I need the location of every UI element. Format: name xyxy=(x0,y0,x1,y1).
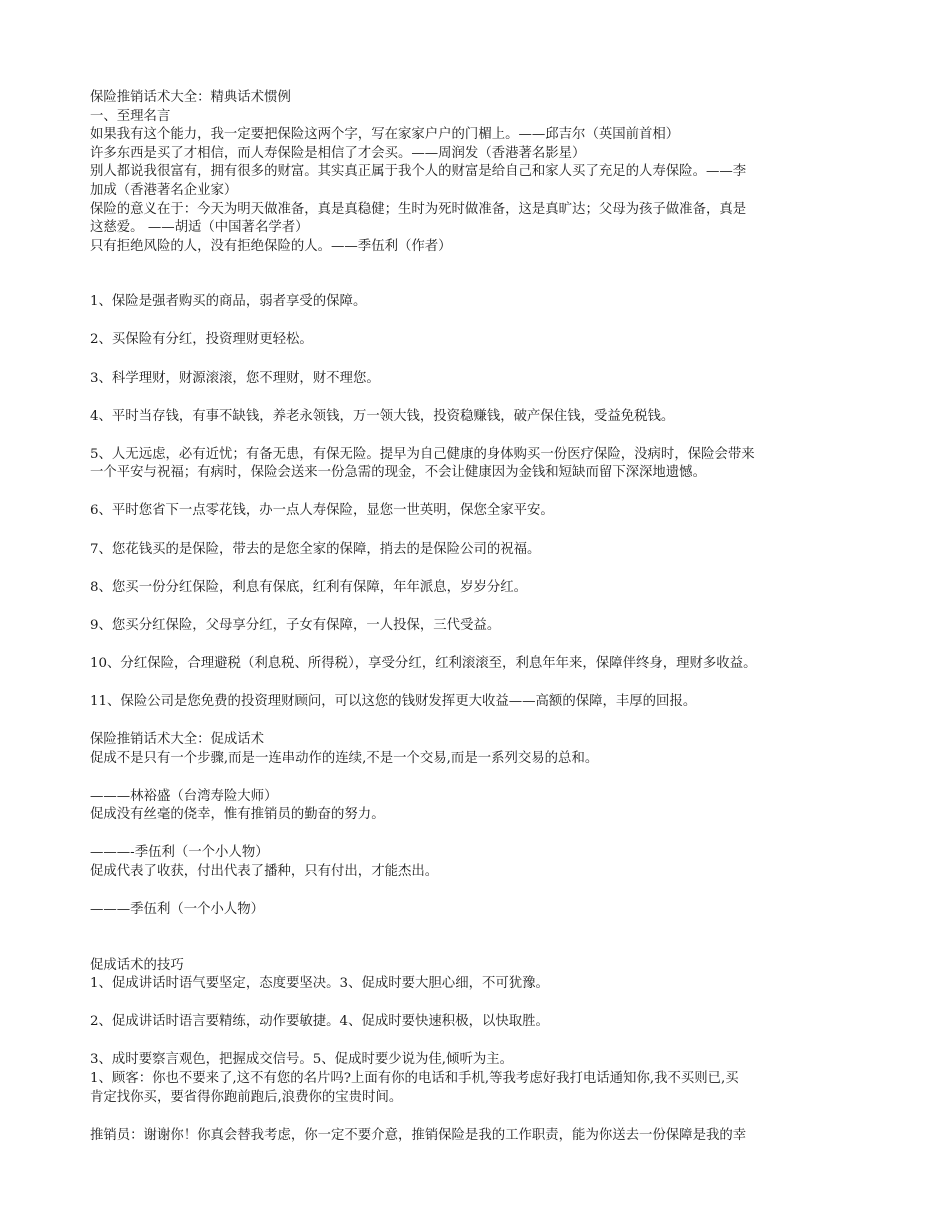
quote-attribution: ———季伍利（一个小人物） xyxy=(90,902,265,918)
quote-line: 加成（香港著名企业家） xyxy=(90,182,238,198)
document-page xyxy=(90,89,875,1145)
closing-quote: 促成代表了收获，付出代表了播种，只有付出，才能杰出。 xyxy=(90,863,439,879)
quote-line: 只有拒绝风险的人，没有拒绝保险的人。——季伍利（作者） xyxy=(90,238,452,254)
quote-line: 许多东西是买了才相信，而人寿保险是相信了才会买。——周润发（香港著名影星） xyxy=(90,145,586,161)
quote-line: 保险的意义在于：今天为明天做准备，真是真稳健；生时为死时做准备，这是真旷达；父母为孩子做准备，真是 xyxy=(90,201,747,217)
quote-line: 如果我有这个能力，我一定要把保险这两个字，写在家家户户的门楣上。——邱吉尔（英国前首相） xyxy=(90,127,680,143)
numbered-item-3: 3、科学理财，财源滚滚，您不理财，财不理您。 xyxy=(90,370,380,386)
numbered-item-10: 10、分红保险，合理避税（利息税、所得税），享受分红，红利滚滚至，利息年年来，保障伴终身，理财多收益。 xyxy=(90,655,757,671)
technique-line: 2、促成讲话时语言要精练，动作要敏捷。4、促成时要快速积极，以快取胜。 xyxy=(90,1014,549,1030)
numbered-item-6: 6、平时您省下一点零花钱，办一点人寿保险，显您一世英明，保您全家平安。 xyxy=(90,503,554,519)
document-title: 保险推销话术大全：精典话术惯例 xyxy=(90,90,291,105)
technique-line: 3、成时要察言观色，把握成交信号。5、促成时要少说为佳,倾听为主。 xyxy=(90,1052,514,1068)
dialogue-customer-cont: 肯定找你买，要省得你跑前跑后,浪费你的宝贵时间。 xyxy=(90,1089,403,1105)
quote-line: 这慈爱。 ——胡适（中国著名学者） xyxy=(90,220,309,236)
dialogue-customer: 1、顾客：你也不要来了,这不有您的名片吗?上面有你的电话和手机,等我考虑好我打电话通知你,我不买则已,买 xyxy=(90,1071,739,1086)
numbered-item-5: 5、人无远虑，必有近忧；有备无患，有保无险。提早为自己健康的身体购买一份医疗保险，没病时，保险会带来 xyxy=(90,446,755,462)
closing-quote: 促成没有丝毫的侥幸，惟有推销员的勤奋的努力。 xyxy=(90,807,385,823)
section-heading-closing: 保险推销话术大全：促成话术 xyxy=(90,731,265,747)
closing-quote: 促成不是只有一个步骤,而是一连串动作的连续,不是一个交易,而是一系列交易的总和。 xyxy=(90,750,599,766)
dialogue-salesperson: 推销员：谢谢你！你真会替我考虑，你一定不要介意，推销保险是我的工作职责，能为你送去一份保障是我的幸 xyxy=(90,1127,747,1143)
numbered-item-1: 1、保险是强者购买的商品，弱者享受的保障。 xyxy=(90,294,367,310)
numbered-item-11: 11、保险公司是您免费的投资理财顾问，可以这您的钱财发挥更大收益——高额的保障，丰厚的回报。 xyxy=(90,693,697,709)
quote-line: 别人都说我很富有，拥有很多的财富。其实真正属于我个人的财富是给自己和家人买了充足的人寿保险。——李 xyxy=(90,164,747,180)
numbered-item-9: 9、您买分红保险，父母享分红，子女有保障，一人投保，三代受益。 xyxy=(90,617,501,633)
numbered-item-5-cont: 一个平安与祝福；有病时，保险会送来一份急需的现金，不会让健康因为金钱和短缺而留下深深地遗憾。 xyxy=(90,465,706,481)
quote-attribution: ———-季伍利（一个小人物） xyxy=(90,845,269,861)
quote-attribution: ———林裕盛（台湾寿险大师） xyxy=(90,788,278,804)
numbered-item-8: 8、您买一份分红保险，利息有保底，红利有保障，年年派息，岁岁分红。 xyxy=(90,579,528,595)
section-heading-techniques: 促成话术的技巧 xyxy=(90,957,184,973)
numbered-item-7: 7、您花钱买的是保险，带去的是您全家的保障，捎去的是保险公司的祝福。 xyxy=(90,541,541,557)
numbered-item-4: 4、平时当存钱，有事不缺钱，养老永领钱，万一领大钱，投资稳赚钱，破产保住钱，受益免税钱。 xyxy=(90,408,675,424)
numbered-item-2: 2、买保险有分红，投资理财更轻松。 xyxy=(90,332,313,348)
technique-line: 1、促成讲话时语气要坚定，态度要坚决。3、促成时要大胆心细，不可犹豫。 xyxy=(90,976,549,992)
section-heading-quotes: 一、至理名言 xyxy=(90,108,171,124)
